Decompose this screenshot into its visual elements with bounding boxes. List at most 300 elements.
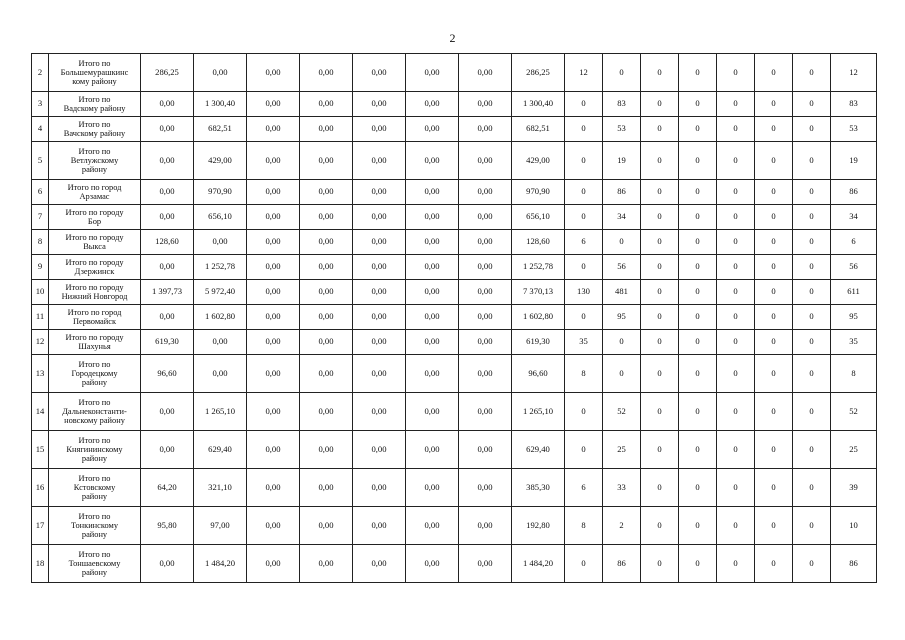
value-cell: 52 — [831, 393, 877, 431]
value-cell: 0 — [755, 280, 793, 305]
value-cell: 0 — [565, 255, 603, 280]
value-cell: 0 — [717, 355, 755, 393]
value-cell: 0 — [793, 180, 831, 205]
value-cell: 1 252,78 — [512, 255, 565, 280]
value-cell: 0,00 — [459, 507, 512, 545]
value-cell: 56 — [831, 255, 877, 280]
district-name — [49, 255, 141, 280]
value-cell: 0,00 — [459, 205, 512, 230]
value-cell: 0 — [641, 230, 679, 255]
value-cell: 0 — [717, 330, 755, 355]
table-row — [32, 142, 877, 180]
value-cell: 0,00 — [353, 180, 406, 205]
value-cell: 0,00 — [247, 330, 300, 355]
value-cell: 0 — [641, 393, 679, 431]
value-cell: 0,00 — [353, 54, 406, 92]
district-name-line: Нижний Новгород — [61, 292, 128, 301]
value-cell: 0,00 — [141, 431, 194, 469]
value-cell: 0,00 — [353, 280, 406, 305]
value-cell: 0 — [717, 469, 755, 507]
district-name-line: новскому району — [64, 416, 125, 426]
value-cell: 0,00 — [406, 469, 459, 507]
district-name — [49, 305, 141, 330]
value-cell: 0 — [641, 142, 679, 180]
value-cell: 970,90 — [194, 180, 247, 205]
value-cell: 19 — [603, 142, 641, 180]
district-name — [49, 142, 141, 180]
value-cell: 0 — [793, 545, 831, 583]
value-cell: 0 — [793, 431, 831, 469]
value-cell: 0,00 — [353, 142, 406, 180]
value-cell: 0,00 — [406, 54, 459, 92]
district-name-line: Итого по — [78, 359, 111, 369]
value-cell: 0 — [679, 230, 717, 255]
value-cell: 86 — [831, 180, 877, 205]
district-name-line: Большемурашкинс — [60, 67, 129, 77]
value-cell: 86 — [831, 545, 877, 583]
value-cell: 0 — [717, 142, 755, 180]
value-cell: 0 — [717, 230, 755, 255]
district-name-line: Итого по городу — [65, 232, 124, 242]
district-name — [49, 280, 141, 305]
value-cell: 0,00 — [247, 205, 300, 230]
value-cell: 8 — [831, 355, 877, 393]
district-name-line: Княгининскому — [66, 444, 123, 454]
district-name — [49, 545, 141, 583]
value-cell: 0 — [679, 54, 717, 92]
value-cell: 629,40 — [194, 431, 247, 469]
value-cell: 0,00 — [141, 180, 194, 205]
district-name-line: Ветлужскому — [70, 155, 119, 165]
district-name — [49, 507, 141, 545]
district-name-line: району — [81, 492, 108, 502]
value-cell: 0 — [755, 205, 793, 230]
value-cell: 0 — [755, 230, 793, 255]
district-name — [49, 469, 141, 507]
value-cell: 0,00 — [459, 54, 512, 92]
value-cell: 0 — [565, 305, 603, 330]
value-cell: 0,00 — [406, 330, 459, 355]
value-cell: 2 — [603, 507, 641, 545]
value-cell: 0,00 — [141, 255, 194, 280]
value-cell: 0,00 — [300, 117, 353, 142]
district-name-line: району — [81, 568, 108, 578]
value-cell: 0 — [679, 330, 717, 355]
value-cell: 0 — [793, 205, 831, 230]
value-cell: 0 — [755, 54, 793, 92]
district-name — [49, 180, 141, 205]
value-cell: 35 — [565, 330, 603, 355]
value-cell: 1 484,20 — [194, 545, 247, 583]
value-cell: 0 — [717, 92, 755, 117]
row-number: 15 — [32, 431, 49, 469]
row-number: 10 — [32, 280, 49, 305]
value-cell: 0 — [679, 205, 717, 230]
value-cell: 0,00 — [141, 117, 194, 142]
value-cell: 1 300,40 — [194, 92, 247, 117]
value-cell: 0,00 — [300, 330, 353, 355]
district-name-line: кому району — [72, 77, 117, 87]
value-cell: 6 — [565, 469, 603, 507]
district-name — [49, 92, 141, 117]
value-cell: 0,00 — [247, 142, 300, 180]
district-name-line: Тоншаевскому — [68, 558, 121, 568]
value-cell: 0 — [793, 54, 831, 92]
value-cell: 0 — [717, 54, 755, 92]
value-cell: 0,00 — [300, 142, 353, 180]
value-cell: 0,00 — [459, 180, 512, 205]
value-cell: 0,00 — [406, 255, 459, 280]
value-cell: 0 — [755, 545, 793, 583]
value-cell: 0 — [641, 180, 679, 205]
value-cell: 0,00 — [353, 330, 406, 355]
value-cell: 611 — [831, 280, 877, 305]
value-cell: 0,00 — [459, 330, 512, 355]
value-cell: 0,00 — [406, 545, 459, 583]
district-name-line: Первомайск — [72, 317, 117, 326]
table-row — [32, 355, 877, 393]
value-cell: 0 — [793, 330, 831, 355]
row-number: 14 — [32, 393, 49, 431]
value-cell: 1 484,20 — [512, 545, 565, 583]
value-cell: 5 972,40 — [194, 280, 247, 305]
row-number: 7 — [32, 205, 49, 230]
value-cell: 1 300,40 — [512, 92, 565, 117]
value-cell: 0,00 — [141, 545, 194, 583]
value-cell: 0,00 — [300, 355, 353, 393]
district-name — [49, 355, 141, 393]
value-cell: 52 — [603, 393, 641, 431]
value-cell: 0 — [679, 142, 717, 180]
table-row — [32, 393, 877, 431]
value-cell: 0 — [603, 54, 641, 92]
value-cell: 0 — [717, 393, 755, 431]
value-cell: 0 — [679, 280, 717, 305]
value-cell: 0,00 — [459, 230, 512, 255]
district-name — [49, 205, 141, 230]
value-cell: 0,00 — [247, 54, 300, 92]
value-cell: 0 — [679, 469, 717, 507]
value-cell: 128,60 — [512, 230, 565, 255]
value-cell: 0,00 — [353, 117, 406, 142]
value-cell: 0 — [793, 92, 831, 117]
value-cell: 970,90 — [512, 180, 565, 205]
value-cell: 429,00 — [512, 142, 565, 180]
value-cell: 0,00 — [300, 431, 353, 469]
value-cell: 0 — [793, 142, 831, 180]
value-cell: 0,00 — [300, 92, 353, 117]
value-cell: 97,00 — [194, 507, 247, 545]
value-cell: 0,00 — [353, 255, 406, 280]
value-cell: 0 — [679, 305, 717, 330]
value-cell: 19 — [831, 142, 877, 180]
value-cell: 0,00 — [247, 255, 300, 280]
value-cell: 0,00 — [459, 92, 512, 117]
district-name-line: Вачскому району — [63, 129, 126, 138]
row-number: 4 — [32, 117, 49, 142]
value-cell: 56 — [603, 255, 641, 280]
value-cell: 385,30 — [512, 469, 565, 507]
value-cell: 39 — [831, 469, 877, 507]
value-cell: 0 — [641, 469, 679, 507]
value-cell: 0,00 — [247, 469, 300, 507]
value-cell: 0,00 — [194, 230, 247, 255]
row-number: 12 — [32, 330, 49, 355]
value-cell: 64,20 — [141, 469, 194, 507]
value-cell: 0,00 — [247, 507, 300, 545]
district-name — [49, 117, 141, 142]
value-cell: 0,00 — [141, 205, 194, 230]
district-name-line: Итого по город — [67, 307, 122, 317]
value-cell: 0 — [717, 117, 755, 142]
value-cell: 0 — [565, 180, 603, 205]
value-cell: 0,00 — [459, 142, 512, 180]
value-cell: 0,00 — [141, 393, 194, 431]
value-cell: 0 — [565, 142, 603, 180]
value-cell: 95 — [603, 305, 641, 330]
district-name — [49, 54, 141, 92]
district-name-line: Итого по городу — [65, 282, 124, 292]
value-cell: 0 — [641, 255, 679, 280]
district-name-line: Итого по — [78, 119, 111, 129]
value-cell: 0,00 — [459, 545, 512, 583]
value-cell: 0,00 — [194, 54, 247, 92]
value-cell: 0 — [755, 507, 793, 545]
value-cell: 192,80 — [512, 507, 565, 545]
value-cell: 481 — [603, 280, 641, 305]
value-cell: 0,00 — [247, 117, 300, 142]
district-name-line: Итого по городу — [65, 332, 124, 342]
value-cell: 0,00 — [353, 230, 406, 255]
page-number: 2 — [449, 31, 456, 45]
value-cell: 0,00 — [300, 305, 353, 330]
value-cell: 0 — [755, 117, 793, 142]
value-cell: 0,00 — [300, 280, 353, 305]
value-cell: 0,00 — [141, 142, 194, 180]
value-cell: 0,00 — [141, 305, 194, 330]
value-cell: 0,00 — [194, 355, 247, 393]
value-cell: 0,00 — [406, 305, 459, 330]
value-cell: 0,00 — [406, 431, 459, 469]
value-cell: 86 — [603, 545, 641, 583]
value-cell: 619,30 — [512, 330, 565, 355]
value-cell: 25 — [831, 431, 877, 469]
value-cell: 0,00 — [353, 469, 406, 507]
value-cell: 0 — [755, 393, 793, 431]
value-cell: 0,00 — [406, 507, 459, 545]
value-cell: 1 602,80 — [512, 305, 565, 330]
value-cell: 0,00 — [300, 255, 353, 280]
value-cell: 0 — [755, 255, 793, 280]
value-cell: 25 — [603, 431, 641, 469]
value-cell: 0,00 — [300, 54, 353, 92]
value-cell: 1 265,10 — [512, 393, 565, 431]
value-cell: 0,00 — [247, 305, 300, 330]
value-cell: 0 — [603, 230, 641, 255]
row-number: 2 — [32, 54, 49, 92]
value-cell: 34 — [831, 205, 877, 230]
value-cell: 0,00 — [353, 305, 406, 330]
table-row — [32, 280, 877, 305]
district-name-line: Итого по — [78, 58, 111, 68]
value-cell: 0 — [641, 431, 679, 469]
district-name-line: Итого по город — [67, 182, 122, 192]
value-cell: 0 — [641, 330, 679, 355]
value-cell: 0 — [679, 355, 717, 393]
table-row — [32, 230, 877, 255]
value-cell: 0 — [641, 205, 679, 230]
value-cell: 0 — [793, 117, 831, 142]
value-cell: 8 — [565, 355, 603, 393]
value-cell: 0 — [641, 305, 679, 330]
district-name-line: Итого по — [78, 435, 111, 445]
value-cell: 0,00 — [247, 355, 300, 393]
value-cell: 0 — [679, 431, 717, 469]
value-cell: 0,00 — [406, 280, 459, 305]
value-cell: 10 — [831, 507, 877, 545]
value-cell: 130 — [565, 280, 603, 305]
value-cell: 0 — [755, 180, 793, 205]
value-cell: 0 — [641, 355, 679, 393]
value-cell: 0,00 — [247, 545, 300, 583]
row-number: 11 — [32, 305, 49, 330]
district-name-line: Итого по — [78, 94, 111, 104]
value-cell: 0 — [641, 280, 679, 305]
district-name-line: Итого по — [78, 473, 111, 483]
row-number: 16 — [32, 469, 49, 507]
data-table — [31, 53, 877, 583]
value-cell: 0 — [755, 355, 793, 393]
table-row — [32, 255, 877, 280]
value-cell: 321,10 — [194, 469, 247, 507]
value-cell: 12 — [565, 54, 603, 92]
value-cell: 0 — [565, 545, 603, 583]
value-cell: 0 — [679, 393, 717, 431]
value-cell: 0,00 — [353, 431, 406, 469]
value-cell: 0,00 — [141, 92, 194, 117]
table-row — [32, 330, 877, 355]
value-cell: 0,00 — [406, 180, 459, 205]
value-cell: 0,00 — [353, 92, 406, 117]
value-cell: 0,00 — [247, 230, 300, 255]
value-cell: 0 — [565, 205, 603, 230]
value-cell: 0 — [565, 393, 603, 431]
value-cell: 0 — [641, 54, 679, 92]
value-cell: 0 — [717, 305, 755, 330]
value-cell: 682,51 — [194, 117, 247, 142]
table-row — [32, 54, 877, 92]
value-cell: 0 — [793, 280, 831, 305]
value-cell: 656,10 — [512, 205, 565, 230]
value-cell: 0 — [717, 180, 755, 205]
value-cell: 0,00 — [459, 469, 512, 507]
value-cell: 0,00 — [406, 142, 459, 180]
district-name-line: Итого по — [78, 549, 111, 559]
value-cell: 12 — [831, 54, 877, 92]
district-name-line: Дальнеконстанти- — [62, 406, 127, 416]
value-cell: 0 — [793, 355, 831, 393]
value-cell: 0 — [565, 117, 603, 142]
value-cell: 6 — [565, 230, 603, 255]
value-cell: 0,00 — [353, 393, 406, 431]
value-cell: 0 — [755, 469, 793, 507]
value-cell: 0,00 — [300, 180, 353, 205]
value-cell: 0,00 — [406, 230, 459, 255]
value-cell: 0,00 — [459, 355, 512, 393]
value-cell: 53 — [831, 117, 877, 142]
value-cell: 0 — [793, 230, 831, 255]
table-row — [32, 305, 877, 330]
table-row — [32, 431, 877, 469]
value-cell: 0,00 — [459, 117, 512, 142]
district-name-line: Арзамас — [79, 192, 110, 201]
value-cell: 1 252,78 — [194, 255, 247, 280]
value-cell: 0 — [565, 92, 603, 117]
value-cell: 0,00 — [247, 280, 300, 305]
district-name — [49, 230, 141, 255]
value-cell: 0,00 — [406, 355, 459, 393]
value-cell: 95,80 — [141, 507, 194, 545]
value-cell: 0,00 — [459, 280, 512, 305]
value-cell: 0,00 — [300, 230, 353, 255]
value-cell: 0,00 — [247, 393, 300, 431]
value-cell: 0 — [717, 255, 755, 280]
table-row — [32, 545, 877, 583]
row-number: 3 — [32, 92, 49, 117]
value-cell: 0 — [641, 507, 679, 545]
district-name-line: Тонкинскому — [70, 520, 119, 530]
value-cell: 0 — [679, 545, 717, 583]
row-number: 8 — [32, 230, 49, 255]
value-cell: 0,00 — [353, 545, 406, 583]
table-row — [32, 92, 877, 117]
district-name-line: Итого по городу — [65, 257, 124, 267]
value-cell: 0,00 — [459, 255, 512, 280]
district-name-line: Дзержинск — [74, 267, 115, 276]
value-cell: 96,60 — [512, 355, 565, 393]
value-cell: 0 — [679, 180, 717, 205]
table-row — [32, 117, 877, 142]
value-cell: 0,00 — [353, 507, 406, 545]
value-cell: 0,00 — [300, 393, 353, 431]
value-cell: 0 — [679, 92, 717, 117]
value-cell: 95 — [831, 305, 877, 330]
district-name-line: Выкса — [83, 242, 106, 251]
district-name-line: Шахунья — [78, 342, 111, 351]
value-cell: 0 — [793, 469, 831, 507]
value-cell: 0 — [793, 507, 831, 545]
value-cell: 0,00 — [353, 205, 406, 230]
value-cell: 33 — [603, 469, 641, 507]
value-cell: 0 — [679, 117, 717, 142]
value-cell: 0,00 — [406, 393, 459, 431]
value-cell: 619,30 — [141, 330, 194, 355]
table-row — [32, 205, 877, 230]
row-number: 9 — [32, 255, 49, 280]
district-name-line: району — [81, 530, 108, 540]
value-cell: 0 — [641, 92, 679, 117]
value-cell: 656,10 — [194, 205, 247, 230]
district-name-line: Итого по — [78, 397, 111, 407]
row-number: 13 — [32, 355, 49, 393]
value-cell: 0 — [793, 255, 831, 280]
value-cell: 7 370,13 — [512, 280, 565, 305]
value-cell: 0,00 — [406, 205, 459, 230]
value-cell: 35 — [831, 330, 877, 355]
value-cell: 0 — [755, 330, 793, 355]
district-name-line: Вадскому району — [63, 104, 126, 113]
value-cell: 0,00 — [459, 431, 512, 469]
